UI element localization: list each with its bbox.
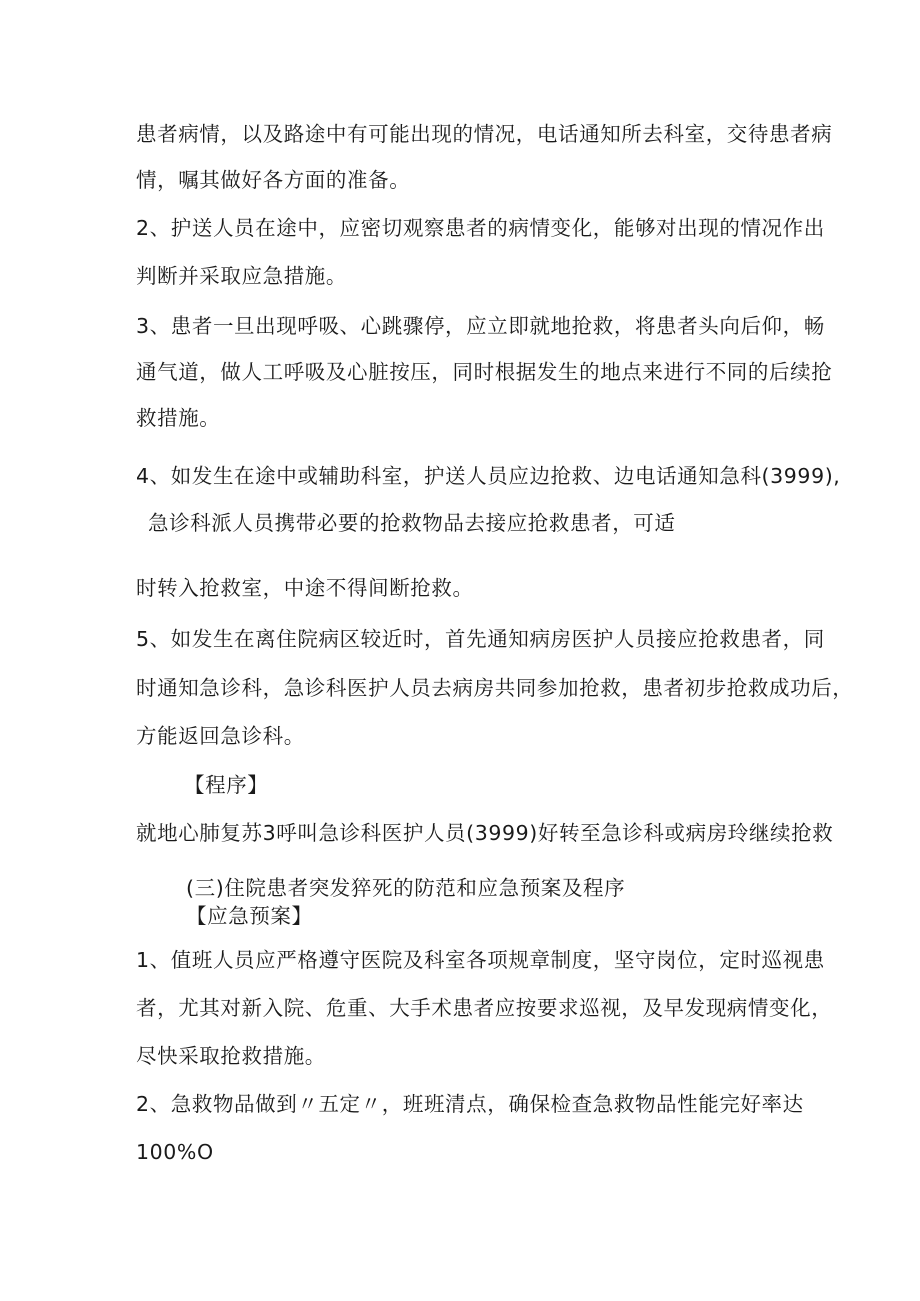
text-line: 1、值班人员应严格遵守医院及科室各项规章制度，坚守岗位，定时巡视患 xyxy=(136,948,825,972)
text-line: 就地心肺复苏3呼叫急诊科医护人员(3999)好转至急诊科或病房玲继续抢救 xyxy=(136,821,834,845)
text-line: 尽快采取抢救措施。 xyxy=(136,1044,326,1068)
section-title: (三)住院患者突发猝死的防范和应急预案及程序 xyxy=(186,876,626,900)
text-line: 100%O xyxy=(136,1140,214,1164)
text-line: 4、如发生在途中或辅助科室，护送人员应边抢救、边电话通知急科(3999), xyxy=(136,464,841,488)
text-line: 情，嘱其做好各方面的准备。 xyxy=(136,168,411,192)
text-line: 2、急救物品做到〃五定〃，班班清点，确保检查急救物品性能完好率达 xyxy=(136,1092,804,1116)
text-line: 3、患者一旦出现呼吸、心跳骤停，应立即就地抢救，将患者头向后仰，畅 xyxy=(136,314,825,338)
text-line: 通气道，做人工呼吸及心脏按压，同时根据发生的地点来进行不同的后续抢 xyxy=(136,360,833,384)
text-line: 方能返回急诊科。 xyxy=(136,724,305,748)
text-line: 者，尤其对新入院、危重、大手术患者应按要求巡视，及早发现病情变化， xyxy=(136,996,833,1020)
text-line: 时转入抢救室，中途不得间断抢救。 xyxy=(136,576,474,600)
text-line: 5、如发生在离住院病区较近时，首先通知病房医护人员接应抢救患者，同 xyxy=(136,627,825,651)
text-line: 患者病情，以及路途中有可能出现的情况，电话通知所去科室，交待患者病 xyxy=(136,122,833,146)
text-line: 急诊科派人员携带必要的抢救物品去接应抢救患者，可适 xyxy=(148,511,676,535)
section-heading: 【程序】 xyxy=(184,773,269,797)
text-line: 2、护送人员在途中，应密切观察患者的病情变化，能够对出现的情况作出 xyxy=(136,216,825,240)
section-heading: 【应急预案】 xyxy=(186,904,313,928)
text-line: 救措施。 xyxy=(136,406,221,430)
text-line: 时通知急诊科，急诊科医护人员去病房共同参加抢救，患者初步抢救成功后， xyxy=(136,676,854,700)
text-line: 判断并采取应急措施。 xyxy=(136,264,347,288)
